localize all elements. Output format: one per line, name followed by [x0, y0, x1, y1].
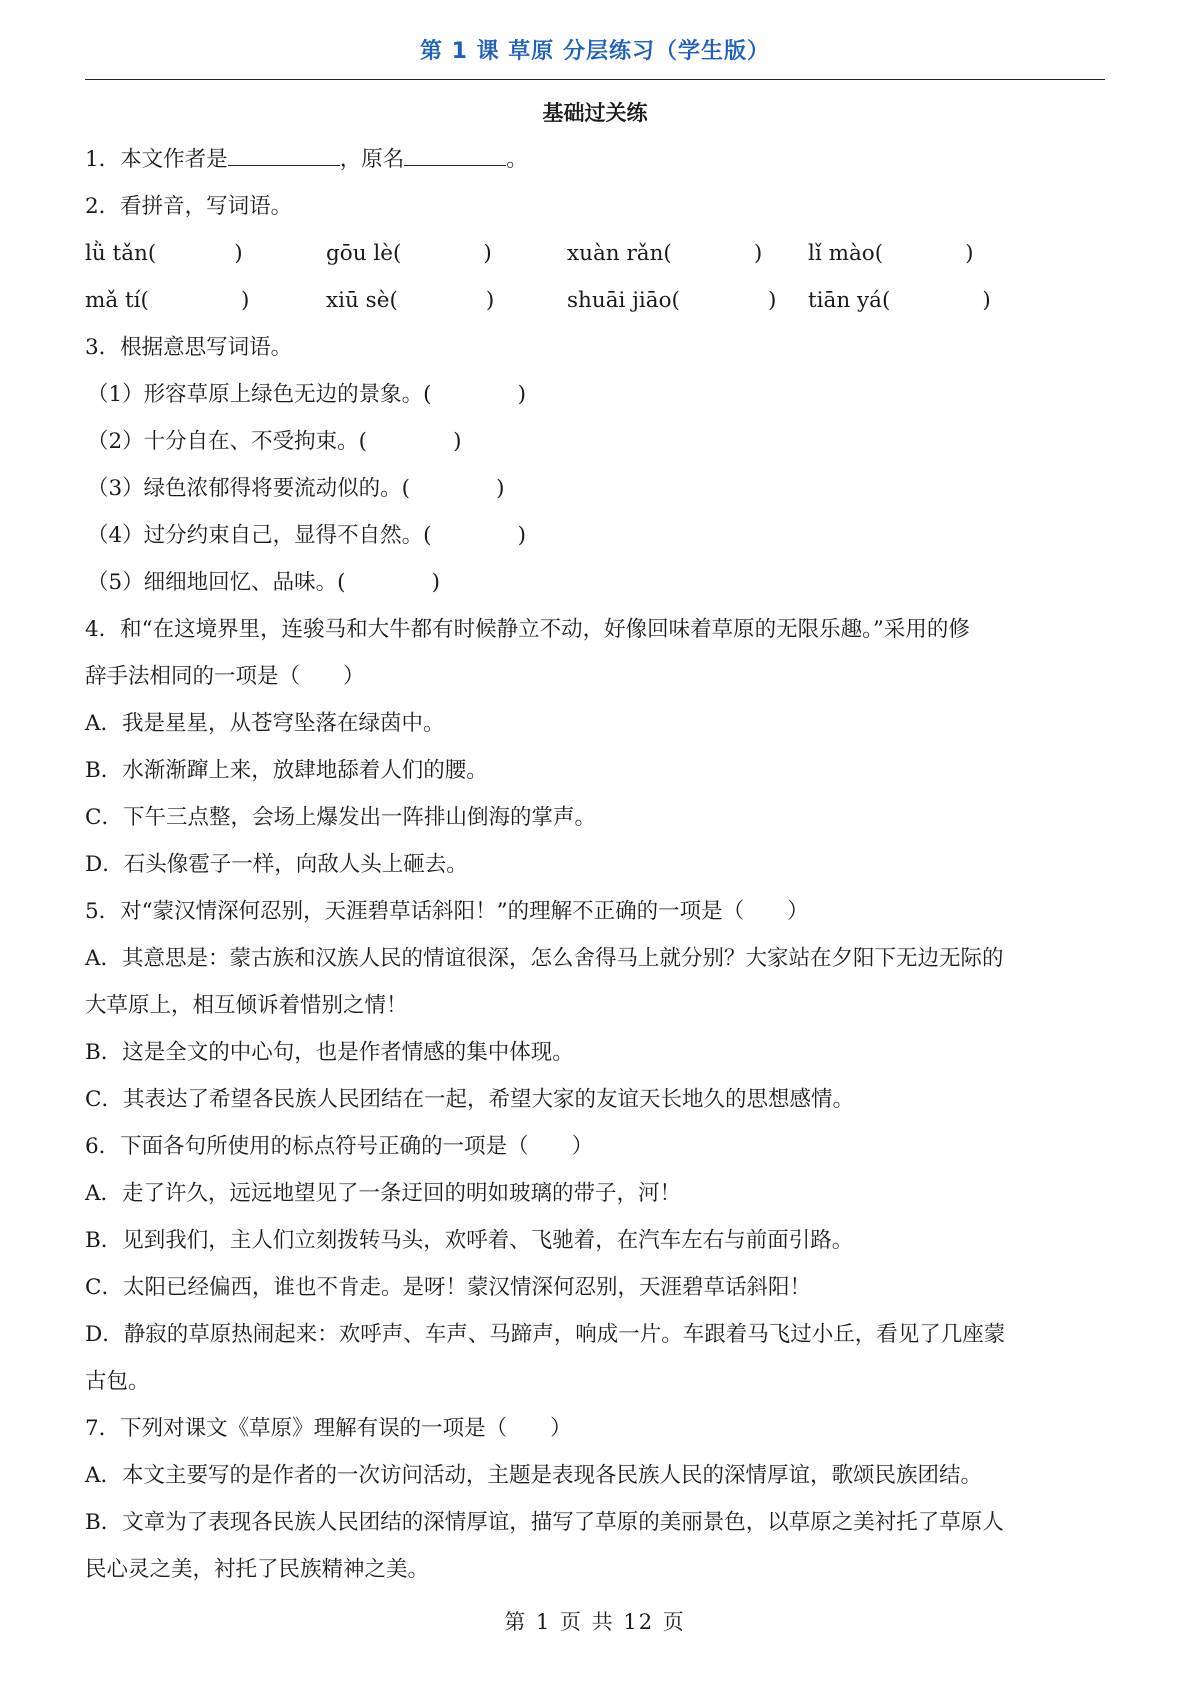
- question-1-text-b: ，原名: [339, 147, 405, 172]
- option-b: B．水渐渐蹿上来，放肆地舔着人们的腰。: [85, 758, 488, 783]
- question-4-stem-line-2: 辞手法相同的一项是（ ）: [85, 664, 365, 689]
- question-1-text-a: 1．本文作者是: [85, 147, 228, 172]
- original-name-blank: [404, 143, 506, 166]
- pinyin-item: lǜ tǎn( ): [85, 241, 243, 266]
- question-7-stem: 7．下列对课文《草原》理解有误的一项是（ ）: [85, 1416, 572, 1441]
- question-3-item: （2）十分自在、不受拘束。( ): [87, 429, 462, 454]
- header-divider: [85, 79, 1105, 80]
- pinyin-item: shuāi jiāo( ): [567, 288, 777, 313]
- question-3-item: （3）绿色浓郁得将要流动似的。( ): [87, 476, 505, 501]
- option-d: D．石头像雹子一样，向敌人头上砸去。: [85, 852, 468, 877]
- question-3: [85, 324, 1107, 371]
- question-2-stem: 2．看拼音，写词语。: [85, 194, 293, 219]
- question-3-item: （1）形容草原上绿色无边的景象。( ): [87, 382, 526, 407]
- question-3-item: （5）细细地回忆、品味。( ): [87, 570, 440, 595]
- pinyin-item: xuàn rǎn( ): [567, 241, 763, 266]
- option-b-line-2: 民心灵之美，衬托了民族精神之美。: [85, 1557, 430, 1582]
- option-a: A．本文主要写的是作者的一次访问活动，主题是表现各民族人民的深情厚谊，歌颂民族团结。: [85, 1463, 983, 1488]
- question-list: [85, 136, 1107, 1593]
- question-1: [85, 136, 1107, 183]
- question-2: [85, 183, 1107, 230]
- question-1-text-c: 。: [506, 147, 528, 172]
- pinyin-item: tiān yá( ): [808, 288, 991, 313]
- pinyin-row-2: [85, 277, 1107, 324]
- option-a-line-1: A．其意思是：蒙古族和汉族人民的情谊很深，怎么舍得马上就分别？大家站在夕阳下无边无际的: [85, 946, 1004, 971]
- pinyin-item: mǎ tí( ): [85, 288, 250, 313]
- option-b: B．这是全文的中心句，也是作者情感的集中体现。: [85, 1040, 574, 1065]
- option-d-line-2: 古包。: [85, 1369, 150, 1394]
- page-title: 第 1 课 草原 分层练习（学生版）: [420, 39, 770, 64]
- option-d-line-1: D．静寂的草原热闹起来：欢呼声、车声、马蹄声，响成一片。车跟着马飞过小丘，看见了几座蒙: [85, 1322, 1006, 1347]
- question-3-item: （4）过分约束自己，显得不自然。( ): [87, 523, 526, 548]
- option-b: B．见到我们，主人们立刻拨转马头，欢呼着、飞驰着，在汽车左右与前面引路。: [85, 1228, 854, 1253]
- option-b-line-1: B．文章为了表现各民族人民团结的深情厚谊，描写了草原的美丽景色，以草原之美衬托了草原人: [85, 1510, 1004, 1535]
- pinyin-item: lǐ mào( ): [808, 241, 974, 266]
- section-title: 基础过关练: [542, 101, 648, 125]
- option-c: C．下午三点整，会场上爆发出一阵排山倒海的掌声。: [85, 805, 596, 830]
- option-c: C．其表达了希望各民族人民团结在一起，希望大家的友谊天长地久的思想感情。: [85, 1087, 854, 1112]
- pinyin-item: gōu lè( ): [326, 241, 492, 266]
- page-number: 第 1 页 共 12 页: [504, 1610, 686, 1634]
- author-blank: [228, 143, 340, 166]
- option-a: A．我是星星，从苍穹坠落在绿茵中。: [85, 711, 445, 736]
- pinyin-item: xiū sè( ): [326, 288, 495, 313]
- option-c: C．太阳已经偏西，谁也不肯走。是呀！蒙汉情深何忍别，天涯碧草话斜阳！: [85, 1275, 811, 1300]
- question-3-stem: 3．根据意思写词语。: [85, 335, 293, 360]
- pinyin-row-1: [85, 230, 1107, 277]
- question-4-stem-line-1: 4．和“在这境界里，连骏马和大牛都有时候静立不动，好像回味着草原的无限乐趣。”采用的修: [85, 617, 970, 642]
- option-a: A．走了许久，远远地望见了一条迂回的明如玻璃的带子，河！: [85, 1181, 682, 1206]
- option-a-line-2: 大草原上，相互倾诉着惜别之情！: [85, 993, 408, 1018]
- question-5-stem: 5．对“蒙汉情深何忍别，天涯碧草话斜阳！”的理解不正确的一项是（ ）: [85, 899, 809, 924]
- question-6-stem: 6．下面各句所使用的标点符号正确的一项是（ ）: [85, 1134, 594, 1159]
